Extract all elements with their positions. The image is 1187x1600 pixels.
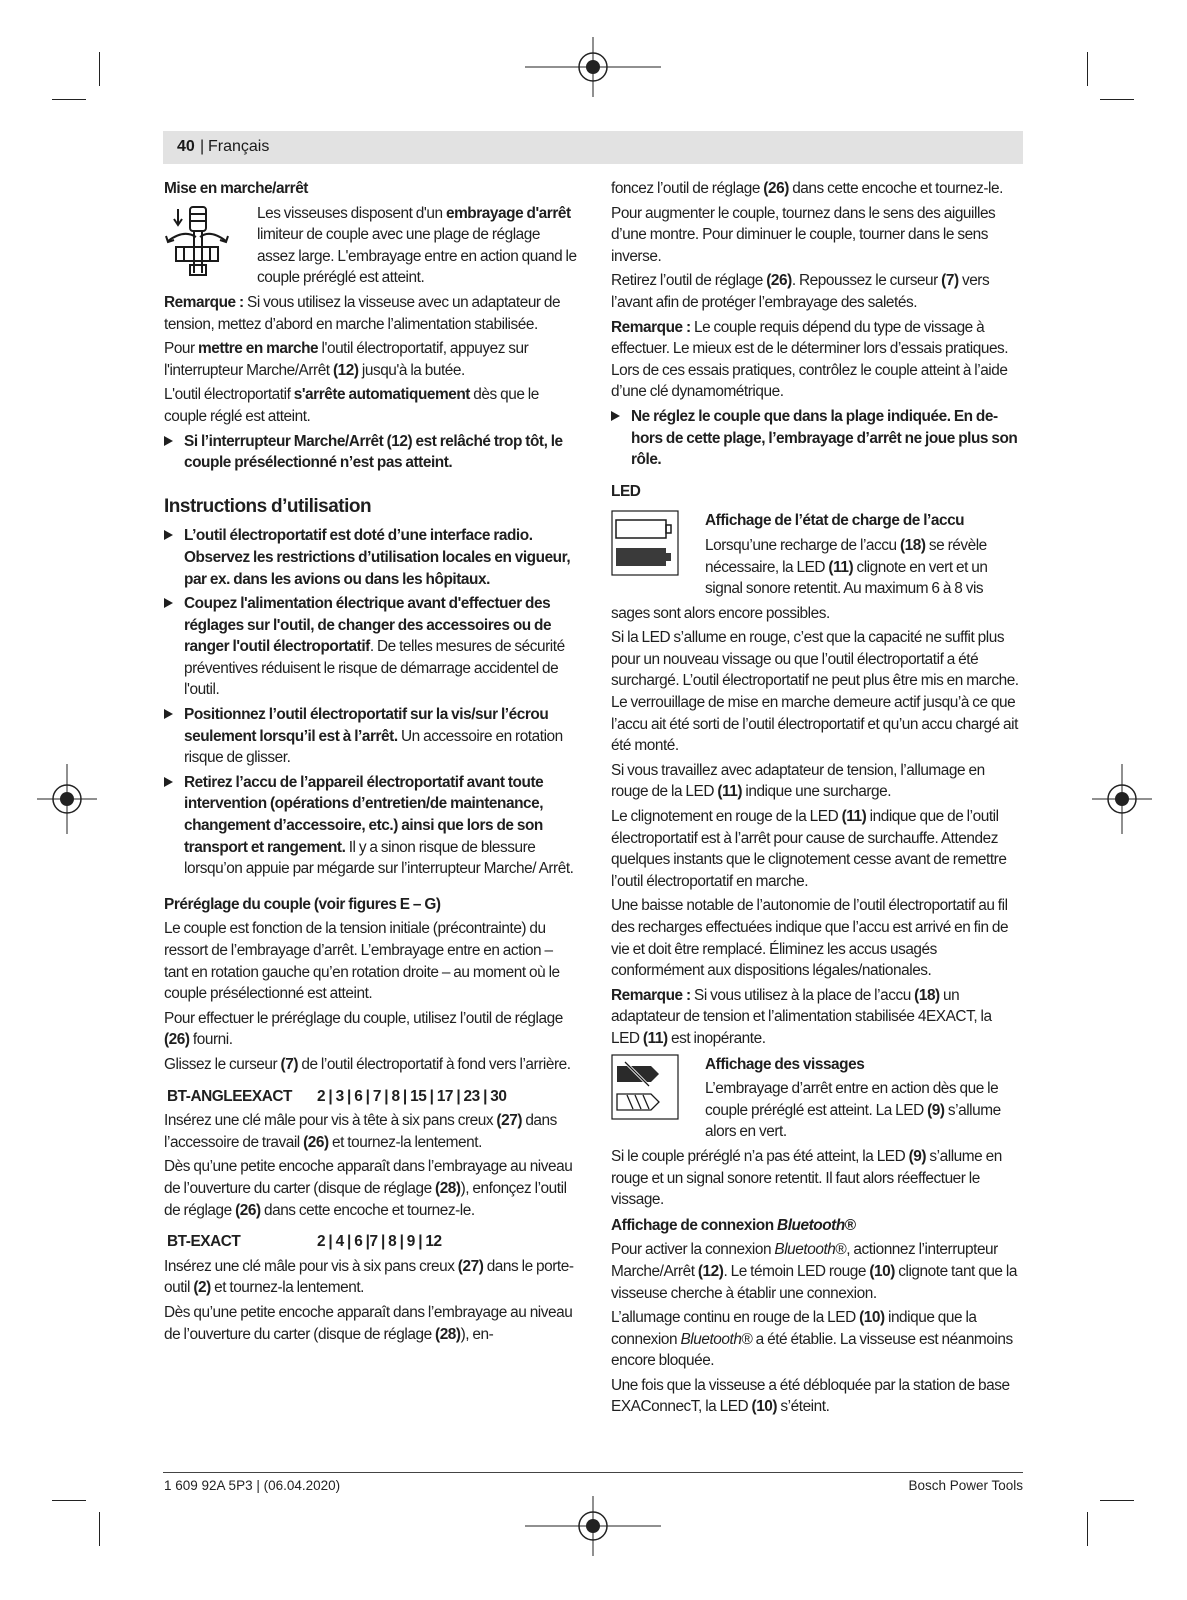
left-column — [164, 178, 578, 1348]
paragraph: Si la LED s’allume en rouge, c’est que la capacité ne suffit plus pour un nouveau vissage ou que l’outil électroportatif a été surchargé. L’outil électroportatif ne peut plus être mis en marche. Le verrouillage de mise en marche demeure actif jusqu’à ce que l’accu ait été sorti de l’outil électroportatif et qu’un accu chargé ait été monté. — [611, 629, 1019, 755]
paragraph: Dès qu’une petite encoche apparaît dans l’embrayage au niveau de l’ouverture du carter (disque de réglage (28)), en- — [164, 1303, 573, 1343]
registration-mark-icon — [525, 37, 661, 97]
footer-brand: Bosch Power Tools — [908, 1478, 1023, 1493]
paragraph: Dès qu’une petite encoche apparaît dans l’embrayage au niveau de l’ouverture du carter (disque de réglage (28)), enfonçez l’outil de réglage (26) dans cette encoche et tournez-le. — [164, 1158, 573, 1219]
charge-text — [705, 510, 1023, 599]
model-values: 2 | 4 | 6 |7 | 8 | 9 | 12 — [317, 1233, 442, 1251]
header-separator: | — [200, 138, 205, 155]
paragraph: Le clignotement en rouge de la LED (11) indique que de l’outil électroportatif est à l’arrêt pour cause de surchauffe. Attendez quelques instants que le clignotement cesse avant de remettre l’outil électroportatif en marche. — [611, 808, 1007, 890]
paragraph: L'outil électroportatif s'arrête automatiquement dès que le couple réglé est atteint. — [164, 386, 539, 425]
preset-paragraphs — [164, 918, 578, 1075]
switch-intro-text: Les visseuses disposent d'un embrayage d'arrêt limiteur de couple avec une plage de réglage assez large. L'embrayage entre en action quand le couple préréglé est atteint. — [257, 204, 577, 287]
charge-figure-row — [611, 510, 1023, 599]
crop-mark — [52, 99, 86, 100]
paragraph: foncez l’outil de réglage (26) dans cette encoche et tournez-le. — [611, 180, 1003, 197]
bullet-item: L’outil électroportatif est doté d’une interface radio. Observez les restrictions d’utilisation locales en vigueur, par ex. dans les avions ou dans les hôpitaux. — [164, 525, 578, 590]
paragraph: Pour effectuer le préréglage du couple, utilisez l’outil de réglage (26) fourni. — [164, 1009, 563, 1049]
instruction-bullets — [164, 525, 578, 880]
page-header — [163, 131, 1023, 164]
torque-warning — [611, 406, 1023, 471]
switch-figure-row — [164, 203, 578, 289]
bullet-item: Retirez l’accu de l’appareil électroportatif avant toute intervention (opérations d’entretien/de maintenance, changement d’accessoire, etc.) ainsi que lors de son transport et rangement. Il y a sinon risque de blessure lorsqu’on appuie par mégarde sur l’interrupteur Marche/ Arrêt. — [164, 772, 578, 880]
section-title-torque-preset: Préréglage du couple (voir figures E – G) — [164, 895, 441, 913]
crop-mark — [52, 1500, 86, 1501]
bullet-item: Ne réglez le couple que dans la plage indiquée. En dehors de cette plage, l’embrayage d’arrêt ne joue plus son rôle. — [611, 406, 1023, 471]
footer-divider — [163, 1472, 1023, 1473]
registration-mark-icon — [37, 764, 97, 834]
clutch-torque-icon — [164, 203, 257, 289]
paragraph: sages sont alors encore possibles. — [611, 604, 830, 622]
paragraph: Si vous travaillez avec adaptateur de tension, l’allumage en rouge de la LED (11) indique une surcharge. — [611, 761, 985, 801]
section-title-instructions: Instructions d’utilisation — [164, 495, 372, 517]
paragraph: Pour augmenter le couple, tournez dans le sens des aiguilles d’une montre. Pour diminuer le couple, tourner dans le sens inverse. — [611, 204, 996, 265]
paragraph: Remarque : Si vous utilisez la visseuse avec un adaptateur de tension, mettez d’abord en marche l’alimentation stabilisée. — [164, 293, 561, 333]
screw-figure-row — [611, 1054, 1023, 1143]
crop-mark — [1087, 52, 1088, 86]
switch-paragraphs — [164, 292, 578, 428]
paragraph: Glissez le curseur (7) de l’outil électroportatif à fond vers l’arrière. — [164, 1055, 571, 1073]
paragraph: Remarque : Le couple requis dépend du type de vissage à effectuer. Le mieux est de le déterminer lors d’essais pratiques. Lors de ces essais pratiques, contrôlez le couple atteint à l’aide d’une clé dynamométrique. — [611, 318, 1009, 401]
paragraph: Insérez une clé mâle pour vis à tête à six pans creux (27) dans l’accessoire de travail (26) et tournez-la lentement. — [164, 1112, 557, 1151]
bullet-item: Coupez l'alimentation électrique avant d'effectuer des réglages sur l'outil, de changer des accessoires ou de ranger l'outil électroportatif. De telles mesures de sécurité préventives réduisent le risque de démarrage accidentel de l'outil. — [164, 593, 578, 701]
screwdriving-display-icon — [611, 1054, 705, 1143]
model-values: 2 | 3 | 6 | 7 | 8 | 15 | 17 | 23 | 30 — [317, 1087, 507, 1105]
bluetooth-paragraphs — [611, 1239, 1023, 1418]
paragraph: Si le couple préréglé n’a pas été atteint, la LED (9) s’allume en rouge et un signal sonore retentit. Il faut alors réeffectuer le vissage. — [611, 1147, 1002, 1209]
section-title-switch: Mise en marche/arrêt — [164, 180, 308, 197]
bullet-item: Si l’interrupteur Marche/Arrêt (12) est relâché trop tôt, le couple présélectionné n’est pas atteint. — [164, 431, 578, 474]
torque-paragraphs — [611, 178, 1023, 403]
paragraph: Une fois que la visseuse a été débloquée par la station de base EXAConnecT, la LED (10) s’éteint. — [611, 1376, 1010, 1416]
paragraph: Pour mettre en marche l'outil électroportatif, appuyez sur l'interrupteur Marche/Arrêt (12) jusqu'à la butée. — [164, 340, 529, 379]
section-title-led: LED — [611, 482, 641, 500]
crop-mark — [99, 52, 100, 86]
paragraph: Une baisse notable de l’autonomie de l’outil électroportatif au fil des recharges effectuées indique que l’accu est arrivé en fin de vie et doit être remplacé. Éliminez les accus usagés conformément aux dispositions légales/nationales. — [611, 897, 1009, 980]
page-number: 40 — [177, 138, 195, 155]
crop-mark — [1100, 99, 1134, 100]
footer-doc-number: 1 609 92A 5P3 | (06.04.2020) — [164, 1478, 341, 1493]
paragraph: Retirez l’outil de réglage (26). Repoussez le curseur (7) vers l’avant afin de protéger l’embrayage des saletés. — [611, 272, 990, 311]
screw-text — [705, 1054, 1023, 1143]
paragraph: Remarque : Si vous utilisez à la place de l’accu (18) un adaptateur de tension et l’alimentation stabilisée 4EXACT, la LED (11) est inopérante. — [611, 986, 992, 1047]
page-language: Français — [208, 138, 270, 155]
model-row — [167, 1086, 578, 1108]
paragraph: Pour activer la connexion Bluetooth®, actionnez l’interrupteur Marche/Arrêt (12). Le témoin LED rouge (10) clignote tant que la visseuse cherche à établir une connexion. — [611, 1241, 1017, 1302]
bullet-item: Positionnez l’outil électroportatif sur la vis/sur l’écrou seulement lorsqu’il est à l’arrêt. Un accessoire en rotation risque de glisser. — [164, 704, 578, 769]
charge-intro: Lorsqu’une recharge de l’accu (18) se révèle nécessaire, la LED (11) clignote en vert et un signal sonore retentit. Au maximum 6 à 8 vis — [705, 536, 988, 598]
model-name: BT-ANGLEEXACT — [167, 1087, 292, 1105]
crop-mark — [99, 1512, 100, 1546]
screw-intro: L’embrayage d’arrêt entre en action dès que le couple préréglé est atteint. La LED (9) s’allume alors en vert. — [705, 1080, 1001, 1141]
crop-mark — [1100, 1500, 1134, 1501]
screw-title: Affichage des vissages — [705, 1055, 865, 1073]
led-paragraphs — [611, 603, 1023, 1050]
registration-mark-icon — [525, 1496, 661, 1556]
model-name: BT-EXACT — [167, 1233, 241, 1251]
switch-warning — [164, 431, 578, 474]
paragraph: Insérez une clé mâle pour vis à six pans creux (27) dans le porte-outil (2) et tournez-la lentement. — [164, 1257, 574, 1297]
battery-charge-icon — [611, 510, 705, 599]
registration-mark-icon — [1092, 764, 1152, 834]
crop-mark — [1087, 1512, 1088, 1546]
screw-paragraphs — [611, 1146, 1023, 1211]
paragraph: L’allumage continu en rouge de la LED (10) indique que la connexion Bluetooth® a été établie. La visseuse est néanmoins encore bloquée. — [611, 1309, 1013, 1370]
model1-paragraphs — [164, 1110, 578, 1221]
model-row — [167, 1231, 578, 1253]
bluetooth-title: Affichage de connexion Bluetooth® — [611, 1216, 856, 1234]
paragraph: Le couple est fonction de la tension initiale (précontrainte) du ressort de l’embrayage d’arrêt. L’embrayage entre en action – tant en rotation gauche qu’en rotation droite – au moment où le couple présélectionné est atteint. — [164, 920, 560, 1003]
charge-title: Affichage de l’état de charge de l’accu — [705, 512, 965, 530]
model2-paragraphs — [164, 1256, 578, 1345]
right-column — [611, 178, 1023, 1421]
